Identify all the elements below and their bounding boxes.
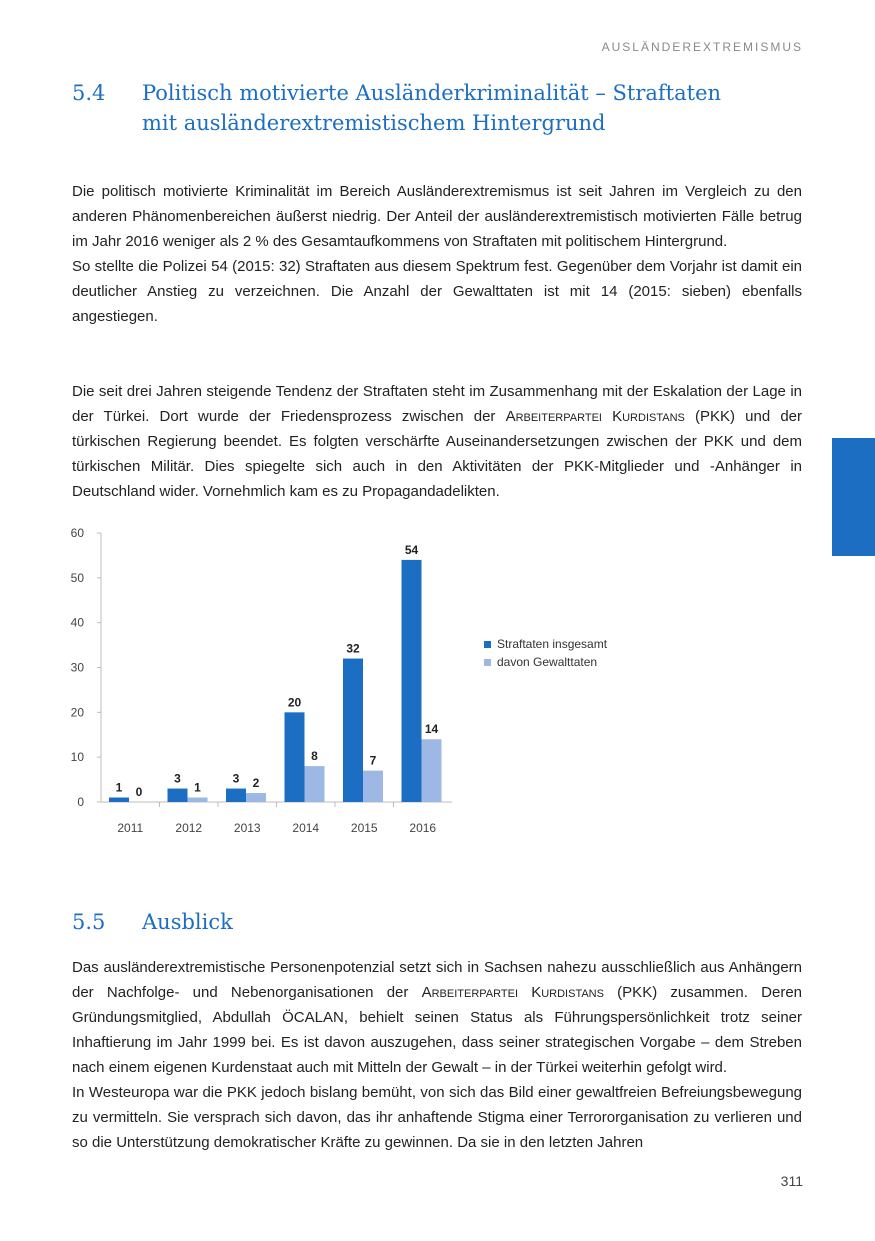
data-label: 1 [115, 780, 123, 795]
legend-swatch [484, 641, 491, 648]
data-label: 3 [174, 771, 181, 786]
x-tick-label: 2015 [350, 821, 378, 835]
data-label: 54 [404, 542, 419, 557]
data-label: 2 [252, 776, 260, 791]
data-label: 8 [311, 749, 318, 764]
bar-violent [422, 739, 442, 802]
data-label: 20 [287, 695, 302, 710]
outlook-paragraph [72, 955, 802, 1155]
y-tick-label: 40 [70, 615, 84, 630]
bar-total [285, 712, 305, 802]
context-text-before: Die seit drei Jahren steigende Tendenz der Straftaten steht im Zusammenhang mit der Eskalation der Lage in der Türkei. Dort wurde der Friedensprozess zwischen der [72, 383, 802, 425]
bar-total [168, 789, 188, 802]
y-tick-label: 20 [70, 705, 84, 720]
org-name: Arbeiterpartei Kurdistans [505, 408, 685, 425]
x-tick-label: 2016 [409, 821, 437, 835]
y-tick-label: 60 [70, 526, 84, 540]
intro-paragraph-text-2: So stellte die Polizei 54 (2015: 32) Straftaten aus diesem Spektrum fest. Gegenüber dem Vorjahr ist damit ein deutlicher Anstieg zu verzeichnen. Die Anzahl der Gewalttaten ist mit 14 (2015: sieben) ebenfalls angestiegen. [72, 258, 802, 325]
data-label: 7 [369, 753, 377, 768]
org-name: Arbeiterpartei Kurdistans [421, 984, 604, 1001]
section-number: 5.4 [72, 81, 106, 105]
data-label: 14 [424, 722, 439, 737]
context-text-after: (PKK) und der türkischen Regierung beendet. Es folgten verschärfte Auseinandersetzungen zwischen der PKK und dem türkischen Militär. Dies spiegelte sich auch in den Aktivitäten der PKK-Mitglieder und -Anhänger in Deutschland wider. Vornehmlich kam es zu Propagandadelikten. [72, 408, 803, 500]
y-tick-label: 30 [70, 660, 84, 675]
y-tick-label: 10 [70, 750, 84, 765]
running-header: AUSLÄNDEREXTREMISMUS [601, 40, 803, 54]
y-tick-label: 0 [77, 795, 84, 809]
crime-bar-chart [60, 520, 620, 850]
bar-total [109, 798, 129, 802]
context-paragraph [72, 379, 802, 504]
bar-violent [246, 793, 266, 802]
legend-label: davon Gewalttaten [497, 655, 598, 669]
bar-total [343, 659, 363, 802]
data-label: 32 [346, 641, 360, 656]
x-tick-label: 2012 [175, 821, 203, 835]
bar-total [402, 560, 422, 802]
y-tick-label: 50 [70, 570, 84, 585]
chapter-tab-marker [832, 438, 875, 556]
outlook-text-2: (PKK) zusammen. Deren Gründungsmitglied, Abdullah ÖCALAN, behielt seinen Status als Führungspersönlichkeit trotz seiner Inhaftierung im Jahr 1999 bei. Es ist davon auszugehen, dass seiner strategischen Vorgabe – dem Streben nach einem eigenen Kurdenstaat auch mit Mitteln der Gewalt – in der Türkei weiterhin gefolgt wird. [72, 984, 802, 1076]
bar-violent [305, 766, 325, 802]
bar-violent [188, 798, 208, 802]
section-title [142, 78, 721, 138]
legend-swatch [484, 659, 491, 666]
data-label: 0 [135, 785, 143, 799]
legend-label: Straftaten insgesamt [497, 637, 608, 651]
section-title-line-1: Politisch motivierte Ausländerkriminalität – Straftaten [142, 81, 722, 105]
data-label: 1 [194, 780, 201, 795]
section-title: Ausblick [142, 910, 233, 934]
bar-total [226, 789, 246, 802]
outlook-text-1: Das ausländerextremistische Personenpotenzial setzt sich in Sachsen nahezu ausschließlich aus Anhängern der Nachfolge- und Nebenorganisationen der [72, 959, 802, 1001]
x-tick-label: 2011 [117, 821, 144, 835]
intro-paragraph-text: Die politisch motivierte Kriminalität im Bereich Ausländerextremismus ist seit Jahren im Vergleich zu den anderen Phänomenbereichen äußerst niedrig. Der Anteil der ausländerextremistisch motivierten Fälle betrug im Jahr 2016 weniger als 2 % des Gesamtaufkommens von Straftaten mit politischem Hintergrund. [72, 183, 802, 250]
page-number: 311 [780, 1173, 803, 1189]
outlook-text-3: In Westeuropa war die PKK jedoch bislang bemüht, von sich das Bild einer gewaltfreien Befreiungsbewegung zu vermitteln. Sie versprach sich davon, das ihr anhaftende Stigma einer Terrororganisation zu verlieren und so die Unterstützung demokratischer Kräfte zu gewinnen. Da sie in den letzten Jahren [72, 1084, 802, 1151]
intro-paragraph [72, 179, 802, 329]
section-number: 5.5 [72, 910, 106, 934]
data-label: 3 [232, 771, 240, 786]
section-title-line-2: mit ausländerextremistischem Hintergrund [142, 111, 606, 135]
bar-violent [363, 771, 383, 802]
x-tick-label: 2014 [292, 821, 320, 835]
x-tick-label: 2013 [233, 821, 261, 835]
